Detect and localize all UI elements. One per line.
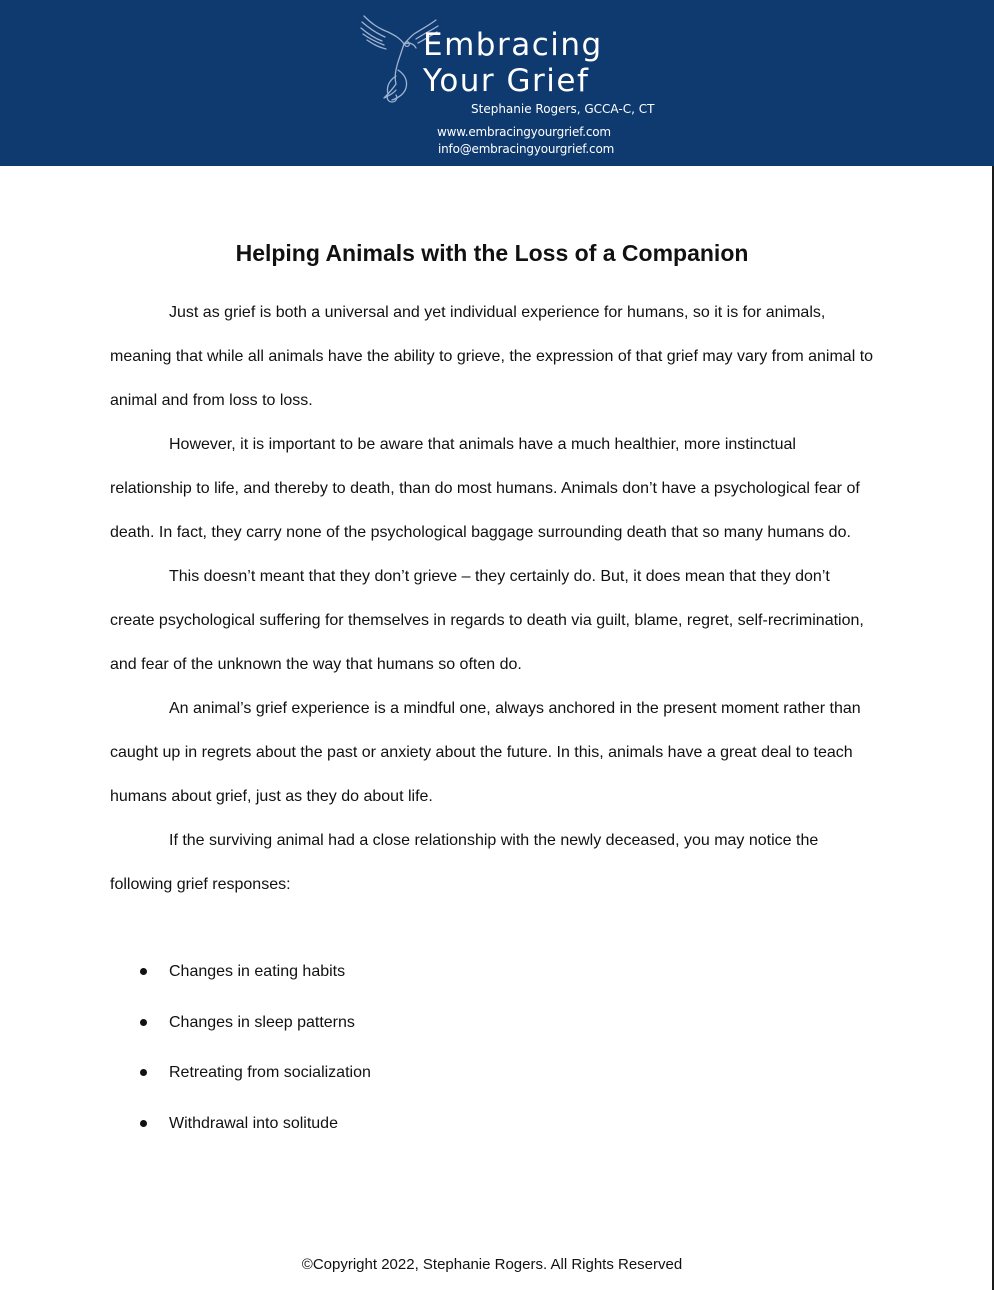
list-item <box>110 950 810 1001</box>
document-title: Helping Animals with the Loss of a Companion <box>235 240 749 266</box>
document-body <box>110 291 876 907</box>
bullet-icon <box>140 1120 147 1127</box>
list-item-text: Withdrawal into solitude <box>169 1114 338 1132</box>
list-item-text: Retreating from socialization <box>169 1064 371 1081</box>
brand-name-line-2: Your Grief <box>423 63 590 99</box>
paragraph: However, it is important to be aware that animals have a much healthier, more instinctual relationship to life, and thereby to death, than do most humans. Animals don’t have a psychological fear of death. In fact, they carry none of the psychological baggage surrounding death that so many humans do. <box>110 436 860 541</box>
paragraph: This doesn’t meant that they don’t grieve – they certainly do. But, it does mean that they don’t create psychological suffering for themselves in regards to death via guilt, blame, regret, self-recrimination, and fear of the unknown the way that humans so often do. <box>110 568 864 673</box>
brand-name-line-1: Embracing <box>423 27 603 63</box>
bullet-icon <box>140 968 147 975</box>
list-item-text: Changes in eating habits <box>169 963 346 980</box>
website-link[interactable]: www.embracingyourgrief.com <box>437 125 611 139</box>
email-link[interactable]: info@embracingyourgrief.com <box>438 142 615 156</box>
list-item <box>110 1102 810 1153</box>
paragraph: Just as grief is both a universal and yet individual experience for humans, so it is for animals, meaning that while all animals have the ability to grieve, the expression of that grief may vary from animal to animal and from loss to loss. <box>110 304 874 409</box>
bullet-icon <box>140 1019 147 1026</box>
author-credentials: Stephanie Rogers, GCCA-C, CT <box>471 102 655 116</box>
copyright-footer: ©Copyright 2022, Stephanie Rogers. All Rights Reserved <box>301 1256 683 1273</box>
grief-responses-list <box>110 950 810 1152</box>
letterhead-banner <box>0 0 994 166</box>
list-item-text: Changes in sleep patterns <box>169 1013 355 1031</box>
list-item <box>110 1051 810 1102</box>
list-item <box>110 1001 810 1052</box>
bullet-icon <box>140 1069 147 1076</box>
paragraph: If the surviving animal had a close relationship with the newly deceased, you may notice the following grief responses: <box>110 832 819 893</box>
paragraph: An animal’s grief experience is a mindful one, always anchored in the present moment rather than caught up in regrets about the past or anxiety about the future. In this, animals have a great deal to teach humans about grief, just as they do about life. <box>110 700 861 805</box>
